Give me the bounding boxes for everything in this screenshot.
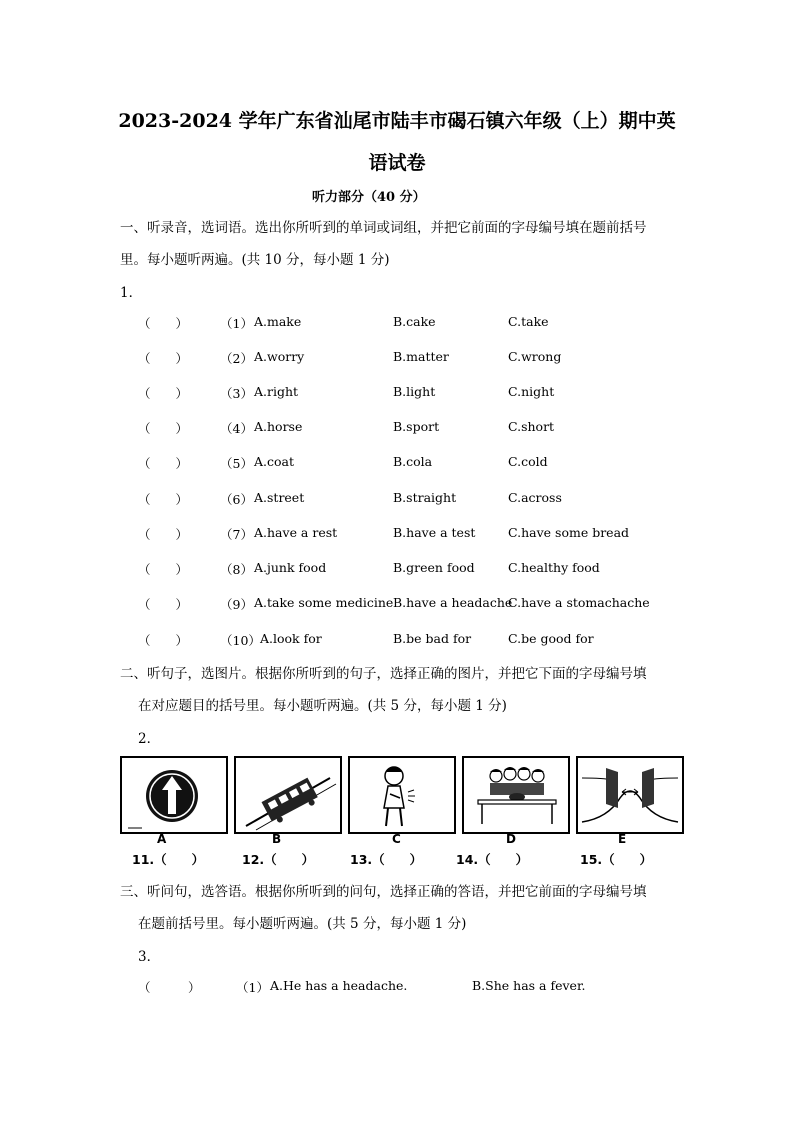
option-a: A.have a rest bbox=[254, 525, 338, 540]
part1-instruction-line1: 一、听录音，选词语。选出你所听到的单词或词组，并把它前面的字母编号填在题前括号 bbox=[120, 220, 647, 236]
answer-bracket[interactable]: （ ） bbox=[138, 351, 189, 366]
section-heading: 听力部分（40 分） bbox=[312, 190, 426, 205]
option-b: B.She has a fever. bbox=[472, 978, 586, 993]
answer-bracket[interactable]: （ ） bbox=[138, 316, 189, 331]
part2-instruction-line1: 二、听句子，选图片。根据你所听到的句子，选择正确的图片，并把它下面的字母编号填 bbox=[120, 666, 647, 682]
arrow-up-sign-icon bbox=[122, 758, 226, 832]
list-item bbox=[0, 560, 794, 580]
people-at-table-icon bbox=[464, 758, 568, 832]
option-a: A.coat bbox=[254, 454, 295, 469]
part1-instruction-line2: 里。每小题听两遍。(共 10 分，每小题 1 分) bbox=[120, 252, 390, 268]
item-number: （3） bbox=[220, 386, 253, 401]
option-c: C.have a stomachache bbox=[508, 595, 650, 610]
option-b: B.light bbox=[393, 384, 436, 399]
part3-instruction-line1: 三、听问句，选答语。根据你所听到的问句，选择正确的答语，并把它前面的字母编号填 bbox=[120, 884, 647, 900]
option-c: C.healthy food bbox=[508, 560, 600, 575]
list-item bbox=[0, 454, 794, 474]
picture-label-a: A bbox=[157, 832, 167, 846]
option-b: B.green food bbox=[393, 560, 475, 575]
item-number: （6） bbox=[220, 492, 253, 507]
question-number-1: 1． bbox=[120, 285, 143, 301]
answer-slot-15[interactable]: 15.（ ） bbox=[580, 852, 653, 867]
option-b: B.cake bbox=[393, 314, 436, 329]
option-c: C.cold bbox=[508, 454, 548, 469]
part3-instruction-line2: 在题前括号里。每小题听两遍。(共 5 分，每小题 1 分) bbox=[138, 916, 467, 932]
item-number: （9） bbox=[220, 597, 253, 612]
picture-label-c: C bbox=[392, 832, 401, 846]
picture-label-d: D bbox=[506, 832, 516, 846]
question-number-3: 3． bbox=[138, 949, 161, 965]
list-item bbox=[0, 384, 794, 404]
list-item bbox=[0, 314, 794, 334]
answer-bracket[interactable]: （ ） bbox=[138, 456, 189, 471]
list-item bbox=[0, 490, 794, 510]
road-through-gap-icon bbox=[578, 758, 682, 832]
option-a: A.make bbox=[254, 314, 302, 329]
option-a: A.take some medicine bbox=[254, 595, 394, 610]
picture-label-b: B bbox=[272, 832, 282, 846]
option-c: C.across bbox=[508, 490, 562, 505]
answer-bracket[interactable]: （ ） bbox=[138, 597, 189, 612]
answer-bracket[interactable]: （ ） bbox=[138, 633, 189, 648]
item-number: （1） bbox=[236, 980, 269, 995]
list-item bbox=[0, 349, 794, 369]
option-a: A.worry bbox=[254, 349, 305, 364]
item-number: （7） bbox=[220, 527, 253, 542]
option-c: C.take bbox=[508, 314, 549, 329]
item-number: （2） bbox=[220, 351, 253, 366]
option-c: C.have some bread bbox=[508, 525, 630, 540]
list-item bbox=[0, 978, 794, 998]
item-number: （5） bbox=[220, 456, 253, 471]
picture-label-e: E bbox=[618, 832, 627, 846]
item-number: （1） bbox=[220, 316, 253, 331]
option-b: B.sport bbox=[393, 419, 440, 434]
answer-bracket[interactable]: （ ） bbox=[138, 492, 189, 507]
option-b: B.have a test bbox=[393, 525, 476, 540]
picture-e bbox=[576, 756, 684, 834]
answer-bracket[interactable]: （ ） bbox=[138, 386, 189, 401]
sick-person-icon bbox=[350, 758, 454, 832]
list-item bbox=[0, 595, 794, 615]
train-icon bbox=[236, 758, 340, 832]
option-a: A.look for bbox=[260, 631, 322, 646]
answer-slot-12[interactable]: 12.（ ） bbox=[242, 852, 315, 867]
option-a: A.street bbox=[254, 490, 305, 505]
answer-slot-13[interactable]: 13.（ ） bbox=[350, 852, 423, 867]
answer-bracket[interactable]: （ ） bbox=[138, 421, 189, 436]
option-a: A.horse bbox=[254, 419, 303, 434]
option-a: A.He has a headache. bbox=[270, 978, 408, 993]
document-title-line1: 2023-2024 学年广东省汕尾市陆丰市碣石镇六年级（上）期中英 bbox=[118, 110, 676, 132]
question-number-2: 2． bbox=[138, 731, 161, 747]
item-number: （10） bbox=[220, 633, 261, 648]
document-title-line2: 语试卷 bbox=[368, 152, 426, 174]
part2-instruction-line2: 在对应题目的括号里。每小题听两遍。(共 5 分，每小题 1 分) bbox=[138, 698, 507, 714]
picture-c bbox=[348, 756, 456, 834]
option-c: C.be good for bbox=[508, 631, 594, 646]
picture-options bbox=[120, 752, 686, 870]
option-b: B.be bad for bbox=[393, 631, 472, 646]
answer-bracket[interactable]: （ ） bbox=[138, 980, 201, 995]
option-b: B.cola bbox=[393, 454, 433, 469]
option-c: C.night bbox=[508, 384, 555, 399]
list-item bbox=[0, 525, 794, 545]
list-item bbox=[0, 419, 794, 439]
picture-d bbox=[462, 756, 570, 834]
picture-b bbox=[234, 756, 342, 834]
list-item bbox=[0, 631, 794, 651]
option-c: C.short bbox=[508, 419, 555, 434]
option-a: A.junk food bbox=[254, 560, 327, 575]
answer-bracket[interactable]: （ ） bbox=[138, 562, 189, 577]
answer-slot-14[interactable]: 14.（ ） bbox=[456, 852, 529, 867]
option-c: C.wrong bbox=[508, 349, 562, 364]
answer-bracket[interactable]: （ ） bbox=[138, 527, 189, 542]
answer-slot-11[interactable]: 11.（ ） bbox=[132, 852, 205, 867]
item-number: （8） bbox=[220, 562, 253, 577]
picture-a bbox=[120, 756, 228, 834]
option-b: B.matter bbox=[393, 349, 449, 364]
option-a: A.right bbox=[254, 384, 299, 399]
item-number: （4） bbox=[220, 421, 253, 436]
option-b: B.have a headache bbox=[393, 595, 513, 610]
option-b: B.straight bbox=[393, 490, 457, 505]
